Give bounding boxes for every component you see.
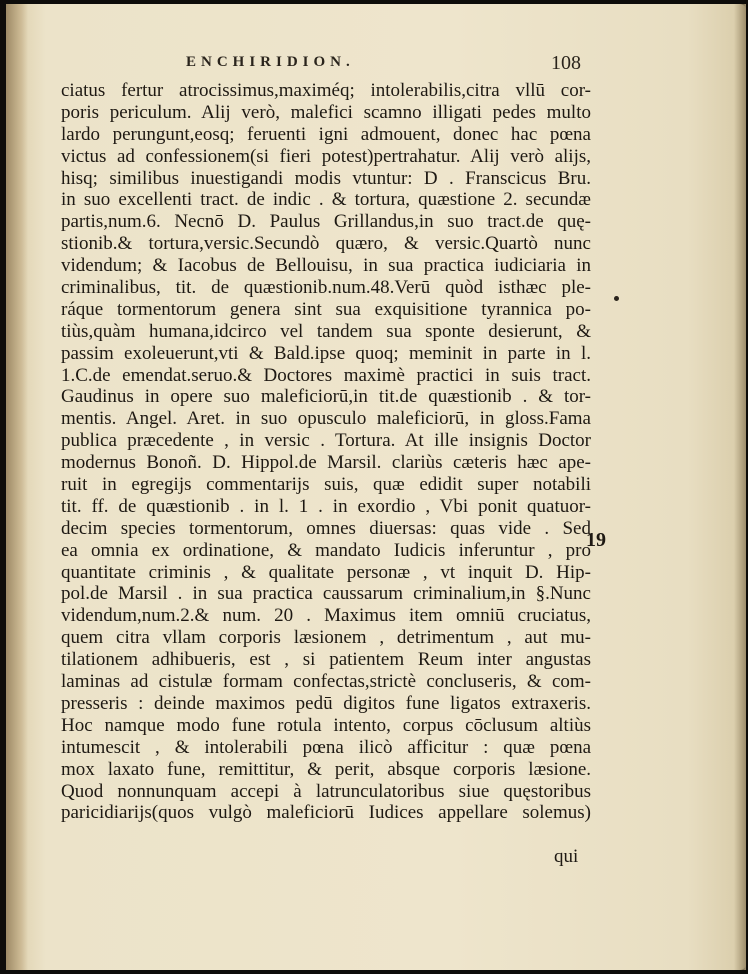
text-line: tilationem adhibueris, est , si patientem Reum inter angustas [61, 649, 591, 671]
text-line: intumescit , & intolerabili pœna ilicò afficitur : quæ pœna [61, 736, 591, 758]
text-line: videndum; & Iacobus de Bellouisu, in sua practica iudiciaria in [61, 255, 591, 277]
text-line: decim species tormentorum, omnes diuersas: quas vide . Sed [61, 517, 591, 539]
text-line: hisq; similibus inuestigandi modis vtuntur: D . Franscicus Bru. [61, 167, 591, 189]
running-head: ENCHIRIDION. [186, 54, 355, 70]
text-line: ruit in egregijs commentarijs suis, quæ edidit super notabili [61, 474, 591, 496]
text-line: in suo excellenti tract. de indic . & tortura, quæstione 2. secundæ [61, 189, 591, 211]
paper-leaf [6, 4, 746, 970]
text-line: Hoc namque modo fune rotula intento, corpus cōclusum altiùs [61, 714, 591, 736]
text-line: ea omnia ex ordinatione, & mandato Iudicis inferuntur , pro [61, 539, 591, 561]
text-line: tiùs,quàm humana,idcirco vel tandem sua sponte desierunt, & [61, 320, 591, 342]
text-line: victus ad confessionem(si fieri potest)pertrahatur. Alij verò alijs, [61, 145, 591, 167]
text-line: mentis. Angel. Aret. in suo opusculo maleficiorū, in gloss.Fama [61, 408, 591, 430]
page-edge-shadow [734, 4, 746, 970]
binding-gutter [6, 4, 28, 970]
text-line: videndum,num.2.& num. 20 . Maximus item omniū cruciatus, [61, 605, 591, 627]
text-line: publica præcedente , in versic . Tortura. At ille insignis Doctor [61, 430, 591, 452]
text-line: tit. ff. de quæstionib . in l. 1 . in exordio , Vbi ponit quatuor- [61, 495, 591, 517]
text-line: ciatus fertur atrocissimus,maximéq; intolerabilis,citra vllū cor- [61, 80, 591, 101]
text-line: stionib.& tortura,versic.Secundò quæro, & versic.Quartò nunc [61, 233, 591, 255]
text-line: mox laxato fune, remittitur, & perit, absque corporis læsione. [61, 758, 591, 780]
margin-mark [614, 296, 619, 301]
text-line: paricidiarijs(quos vulgò maleficiorū Iudices appellare solemus) [61, 802, 591, 824]
text-line: ráque tormentorum genera sint sua exquisitione tyrannica po- [61, 298, 591, 320]
marginal-number: 19 [586, 529, 606, 551]
text-line: criminalibus, tit. de quæstionib.num.48.Verū quòd isthæc ple- [61, 277, 591, 299]
text-line: quem citra vllam corporis læsionem , detrimentum , aut mu- [61, 627, 591, 649]
text-line: lardo perungunt,eosq; feruenti igni admouent, donec hac pœna [61, 123, 591, 145]
text-line: Gaudinus in opere suo maleficiorū,in tit.de quæstionib . & tor- [61, 386, 591, 408]
text-line: passim exoleuerunt,vti & Bald.ipse quoq; meminit in parte in l. [61, 342, 591, 364]
text-line: Quod nonnunquam accepi à latrunculatoribus siue quęstoribus [61, 780, 591, 802]
text-line: laminas ad cistulæ formam confectas,strictè concluseris, & com- [61, 671, 591, 693]
text-line: presseris : deinde maximos pedū digitos fune ligatos extraxeris. [61, 692, 591, 714]
text-line: partis,num.6. Necnō D. Paulus Grillandus,in suo tract.de quę- [61, 211, 591, 233]
text-line: quantitate criminis , & qualitate personæ , vt inquit D. Hip- [61, 561, 591, 583]
text-line: poris periculum. Alij verò, malefici scamno illigati pedes multo [61, 101, 591, 123]
text-line: 1.C.de emendat.seruo.& Doctores maximè practici in suis tract. [61, 364, 591, 386]
catchword: qui [554, 846, 579, 867]
page-number: 108 [551, 52, 581, 74]
text-line: modernus Bonoñ. D. Hippol.de Marsil. clariùs cæteris hæc ape- [61, 452, 591, 474]
text-line: pol.de Marsil . in sua practica caussarum criminalium,in §.Nunc [61, 583, 591, 605]
body-text [61, 80, 591, 824]
